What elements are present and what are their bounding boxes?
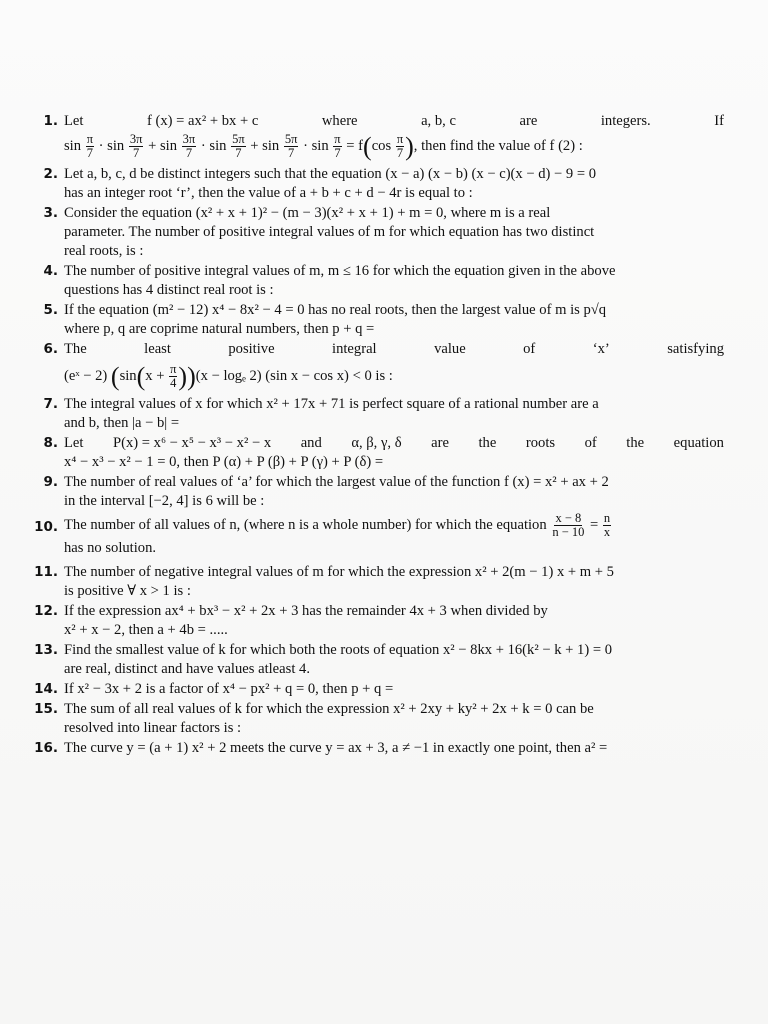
- denominator: 7: [185, 146, 193, 160]
- math-text: cos: [371, 137, 392, 154]
- problem-number: 1.: [43, 113, 58, 129]
- fraction: [182, 133, 197, 160]
- math-text: =: [586, 516, 602, 533]
- denominator: 7: [133, 146, 140, 160]
- fraction: [396, 133, 404, 160]
- problem-number: 8.: [43, 435, 58, 451]
- math-text: (eˣ − 2): [64, 367, 108, 384]
- math-text: · sin: [98, 137, 125, 154]
- word: and: [300, 435, 322, 451]
- word: If: [714, 113, 724, 129]
- math-text: = f: [346, 137, 364, 154]
- word: Let: [64, 435, 84, 451]
- problem-text-line: The number of negative integral values of m for which the expression x² + 2(m − 1) x + m + 5: [64, 564, 614, 580]
- denominator: 7: [288, 146, 295, 160]
- problem-15: [34, 700, 724, 738]
- denominator: 7: [396, 146, 404, 160]
- problem-number: 16.: [34, 740, 58, 756]
- left-paren: (: [363, 132, 372, 161]
- word: least: [144, 341, 171, 357]
- problem-number: 13.: [34, 642, 58, 658]
- numerator: 5π: [232, 132, 245, 146]
- problem-number: 15.: [34, 701, 58, 717]
- problem-text-line: has no solution.: [64, 540, 157, 556]
- problem-8: [34, 434, 724, 472]
- problem-2: [34, 165, 724, 203]
- numerator: π: [396, 132, 404, 146]
- fraction: [86, 133, 94, 160]
- fraction: [333, 133, 341, 160]
- problem-6-line-2: [64, 363, 724, 390]
- word: ‘x’: [592, 341, 610, 357]
- left-paren: (: [136, 362, 146, 391]
- problem-text-line: where p, q are coprime natural numbers, then p + q =: [64, 321, 375, 337]
- problem-text-line: is positive ∀ x > 1 is :: [64, 583, 191, 599]
- problem-12: [34, 602, 724, 640]
- problem-text-line: Consider the equation (x² + x + 1)² − (m − 3)(x² + x + 1) + m = 0, where m is a real: [64, 205, 551, 221]
- problem-4: [34, 262, 724, 300]
- problem-3: [34, 204, 724, 261]
- math-text: · sin: [200, 137, 227, 154]
- word: integral: [332, 341, 377, 357]
- problem-16: [34, 739, 724, 758]
- numerator: 3π: [182, 132, 196, 146]
- word: P(x) = x⁶ − x⁵ − x³ − x² − x: [112, 435, 272, 451]
- problem-text-line: has an integer root ‘r’, then the value of a + b + c + d − 4r is equal to :: [64, 185, 473, 201]
- problem-5: [34, 301, 724, 339]
- problem-text-line: If the expression ax⁴ + bx³ − x² + 2x + 3 has the remainder 4x + 3 when divided by: [64, 603, 548, 619]
- problem-text-line: Find the smallest value of k for which both the roots of equation x² − 8kx + 16(k² − k + 1) = 0: [64, 642, 613, 658]
- word: are: [431, 435, 449, 451]
- word: Let: [64, 113, 84, 129]
- word: of: [584, 435, 597, 451]
- problem-text-line: and b, then |a − b| =: [64, 415, 180, 431]
- right-paren: ): [405, 132, 414, 161]
- problem-number: 2.: [43, 166, 58, 182]
- left-paren: (: [110, 362, 120, 391]
- problem-number: 12.: [34, 603, 58, 619]
- word: positive: [228, 341, 275, 357]
- numerator: 5π: [284, 132, 298, 146]
- word: a, b, c: [421, 113, 456, 129]
- fraction: [169, 363, 177, 390]
- word: are: [519, 113, 538, 129]
- problem-text-line: x² + x − 2, then a + 4b = .....: [64, 622, 228, 638]
- word: where: [321, 113, 358, 129]
- problem-11: [34, 563, 724, 601]
- fraction: [551, 512, 585, 539]
- problem-text-line: The integral values of x for which x² + 17x + 71 is perfect square of a rational number are a: [64, 396, 599, 412]
- math-text: , then find the value of f (2) :: [413, 137, 583, 154]
- word: The: [64, 341, 87, 357]
- word: the: [478, 435, 497, 451]
- fraction: [284, 133, 299, 160]
- math-text: · sin: [303, 137, 329, 154]
- problem-text-line: real roots, is :: [64, 243, 144, 259]
- problem-text-line: parameter. The number of positive integral values of m for which equation has two distinct: [64, 224, 595, 240]
- problem-text-line: The sum of all real values of k for which the expression x² + 2xy + ky² + 2x + k = 0 can be: [64, 701, 594, 717]
- denominator: x: [603, 525, 611, 539]
- problem-text-line: If the equation (m² − 12) x⁴ − 8x² − 4 = 0 has no real roots, then the largest value of m is p√q: [64, 302, 607, 318]
- word: integers.: [600, 113, 651, 129]
- problem-1-line-2: [64, 133, 724, 160]
- problem-number: 3.: [43, 205, 58, 221]
- fraction: [231, 133, 246, 160]
- math-text: (x − logₑ 2) (sin x − cos x) < 0 is :: [195, 367, 393, 384]
- problem-number: 10.: [34, 519, 58, 535]
- word: satisfying: [667, 341, 724, 357]
- word: f (x) = ax² + bx + c: [147, 113, 259, 129]
- word: of: [523, 341, 536, 357]
- numerator: 3π: [129, 132, 143, 146]
- numerator: n: [603, 511, 611, 525]
- math-text: + sin: [250, 137, 280, 154]
- fraction: [129, 133, 144, 160]
- problem-number: 14.: [34, 681, 58, 697]
- word: equation: [673, 435, 724, 451]
- problem-7: [34, 395, 724, 433]
- fraction: [603, 512, 611, 539]
- problem-10-line-1: [64, 512, 724, 539]
- problem-14: [34, 680, 724, 699]
- problem-text-line: in the interval [−2, 4] is 6 will be :: [64, 493, 265, 509]
- numerator: π: [170, 362, 177, 376]
- denominator: 7: [86, 146, 93, 160]
- problem-text-line: are real, distinct and have values atleast 4.: [64, 661, 310, 677]
- denominator: 7: [235, 146, 242, 160]
- problem-6-line-1: [64, 340, 724, 359]
- numerator: π: [86, 132, 93, 146]
- problem-1: [34, 112, 724, 160]
- denominator: 7: [334, 146, 341, 160]
- problem-text-line: If x² − 3x + 2 is a factor of x⁴ − px² + q = 0, then p + q =: [64, 681, 394, 697]
- problem-1-line-1: [64, 112, 724, 131]
- problem-text-line: resolved into linear factors is :: [64, 720, 242, 736]
- problem-10: [34, 512, 724, 558]
- problem-number: 5.: [43, 302, 58, 318]
- numerator: x − 8: [555, 511, 582, 525]
- problem-6: [34, 340, 724, 390]
- math-text: sin: [119, 367, 137, 384]
- right-paren: ): [187, 362, 196, 391]
- problem-text-line: The curve y = (a + 1) x² + 2 meets the curve y = ax + 3, a ≠ −1 in exactly one point, then a² =: [64, 740, 608, 756]
- problem-number: 9.: [43, 474, 58, 490]
- word: α, β, γ, δ: [351, 435, 402, 451]
- right-paren: ): [178, 362, 188, 391]
- problem-13: [34, 641, 724, 679]
- math-text: The number of all values of n, (where n is a whole number) for which the equation: [64, 516, 547, 533]
- problem-text-line: x⁴ − x³ − x² − 1 = 0, then P (α) + P (β) + P (γ) + P (δ) =: [64, 454, 384, 470]
- word: the: [626, 435, 645, 451]
- word: roots: [525, 435, 556, 451]
- math-text: sin: [64, 137, 82, 154]
- denominator: n − 10: [552, 525, 585, 539]
- word: value: [434, 341, 466, 357]
- problem-text-line: The number of positive integral values of m, m ≤ 16 for which the equation given in the above: [64, 263, 616, 279]
- problem-number: 6.: [43, 341, 58, 357]
- problem-number: 4.: [43, 263, 58, 279]
- problem-text-line: questions has 4 distinct real root is :: [64, 282, 274, 298]
- problem-9: [34, 473, 724, 511]
- denominator: 4: [170, 376, 177, 390]
- math-text: + sin: [148, 137, 177, 154]
- problem-8-line-1: [64, 434, 724, 453]
- problem-number: 11.: [34, 564, 58, 580]
- numerator: π: [334, 132, 341, 146]
- problem-list: [34, 112, 724, 759]
- problem-text-line: Let a, b, c, d be distinct integers such that the equation (x − a) (x − b) (x − c)(x − d) − 9 = 0: [64, 166, 597, 182]
- math-text: x +: [145, 367, 169, 384]
- problem-text-line: The number of real values of ‘a’ for which the largest value of the function f (x) = x² + ax + 2: [64, 474, 609, 490]
- problem-number: 7.: [43, 396, 58, 412]
